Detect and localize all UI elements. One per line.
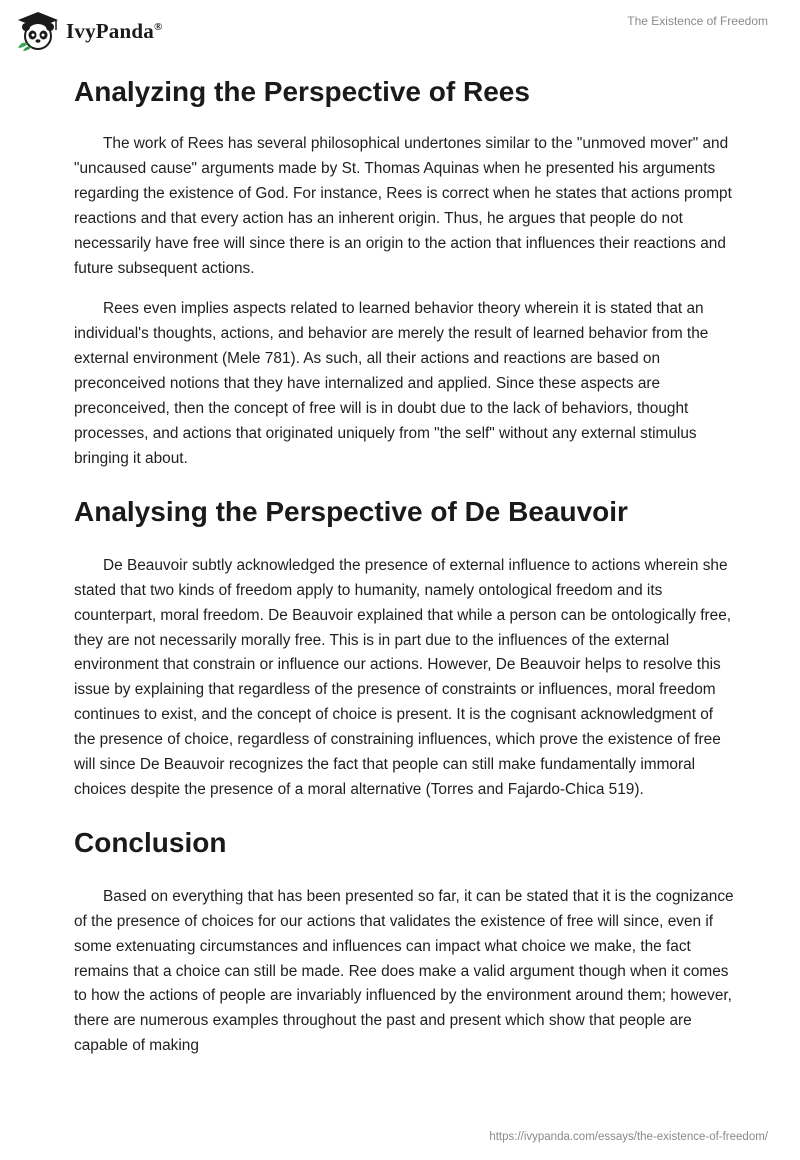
paragraph: De Beauvoir subtly acknowledged the presence of external influence to actions wherein she stated that two kinds of freedom apply to humanity, namely ontological freedom and its counterpart, moral freedom. De Beauvoir explained that while a person can be ontologically free, they are not necessarily morally free. This is in part due to the influences of the external environment that constrain or influence our actions. However, De Beauvoir helps to resolve this issue by explaining that regardless of the presence of constraints or influences, moral freedom continues to exist, and the concept of choice is present. It is the cognisant acknowledgment of the presence of choice, regardless of constraining influences, which prove the existence of free will since De Beauvoir recognizes the fact that people can still make fundamentally immoral choices despite the presence of a moral alternative (Torres and Fajardo-Chica 519). bbox=[74, 556, 732, 798]
paragraph: The work of Rees has several philosophical undertones similar to the "unmoved mover" and "uncaused cause" arguments made by St. Thomas Aquinas when he presented his arguments regarding the existence of God. For instance, Rees is correct when he states that actions prompt reactions and that every action has an inherent origin. Thus, he argues that people do not necessarily have free will since there is an origin to the action that influences their reactions and future subsequent actions. bbox=[74, 135, 732, 277]
document-title: The Existence of Freedom bbox=[627, 14, 768, 28]
section-de-beauvoir bbox=[74, 490, 734, 803]
panda-logo-icon bbox=[14, 10, 62, 52]
ivypanda-logo[interactable] bbox=[14, 10, 162, 52]
page-header bbox=[0, 0, 800, 60]
section-heading: Analyzing the Perspective of Rees bbox=[74, 76, 530, 107]
section-rees bbox=[74, 70, 734, 472]
essay-content bbox=[74, 70, 734, 1059]
section-conclusion bbox=[74, 821, 734, 1059]
paragraph: Based on everything that has been presented so far, it can be stated that it is the cognizance of the presence of choices for our actions that validates the existence of free will since, even if some extenuating circumstances and influences can impact what choice we make, the fact remains that a choice can still be made. Ree does make a valid argument though when it comes to how the actions of people are invariably influenced by the environment around them; however, there are numerous examples throughout the past and present which show that people are capable of making bbox=[74, 887, 734, 1055]
brand-name: IvyPanda® bbox=[66, 18, 163, 43]
source-url[interactable]: https://ivypanda.com/essays/the-existence-of-freedom/ bbox=[489, 1131, 768, 1143]
section-heading: Analysing the Perspective of De Beauvoir bbox=[74, 495, 628, 527]
paragraph: Rees even implies aspects related to learned behavior theory wherein it is stated that an individual's thoughts, actions, and behavior are merely the result of learned behavior from the external environment (Mele 781). As such, all their actions and reactions are based on preconceived notions that they have internalized and applied. Since these aspects are preconceived, then the concept of free will is in doubt due to the lack of behaviors, thought processes, and actions that originated uniquely from "the self" without any external stimulus bringing it about. bbox=[74, 300, 709, 467]
section-heading: Conclusion bbox=[74, 826, 227, 858]
